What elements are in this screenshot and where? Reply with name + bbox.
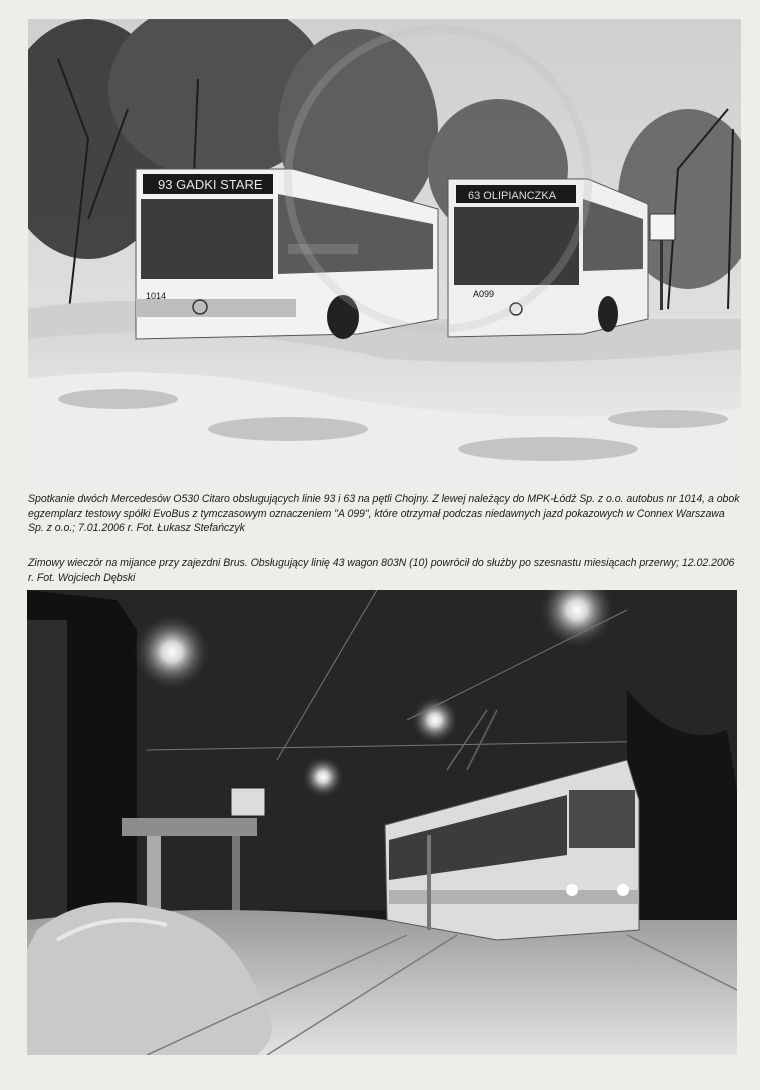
photo-tram-image (27, 590, 737, 1055)
tram-shelter-roof (122, 818, 257, 836)
tram-stop-sign (231, 788, 265, 816)
bus-a099 (448, 179, 648, 337)
caption-tram: Zimowy wieczór na mijance przy zajezdni Brus. Obsługujący linię 43 wagon 803N (10) powrócił do służby po szesnastu miesiącach przerwy; 12.02.2006 r. Fot. Wojciech Dębski (28, 557, 735, 584)
bus-left-fleet-number: 1014 (146, 291, 167, 301)
photo-tram-night (27, 590, 737, 1055)
bus-right-destination-sign: 63 OLIPIANCZKA (468, 190, 557, 202)
caption-buses: Spotkanie dwóch Mercedesów O530 Citaro obsługujących linie 93 i 63 na pętli Chojny. Z lewej należący do MPK-Łódź Sp. z o.o. autobus nr 1014, a obok egzemplarz testowy spółki EvoBus z tymczasowym oznaczeniem "A 099", które otrzymał podczas niedawnych jazd pokazowych w Connex Warszawa Sp. z o.o.; 7.01.2006 r. Fot. Łukasz Stefańczyk (28, 493, 740, 534)
bus-right-fleet-number: A099 (473, 289, 495, 299)
photo-buses-chojny (28, 19, 741, 489)
photo-buses-image (28, 19, 741, 489)
bus-stop-sign (650, 214, 675, 240)
bus-left-destination-sign: 93 GADKI STARE (158, 177, 263, 192)
